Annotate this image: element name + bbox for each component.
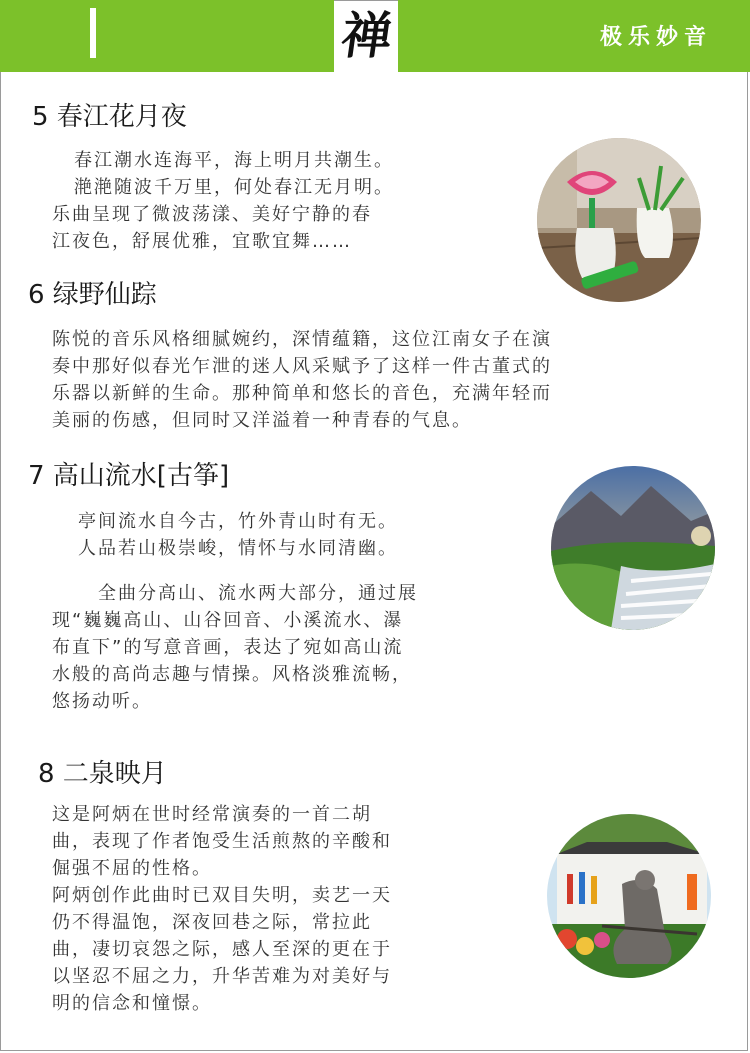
text-line: 奏中那好似春光乍泄的迷人风采赋予了这样一件古董式的 <box>52 356 552 377</box>
text-line: 以坚忍不屈之力，升华苦难为对美好与 <box>52 966 392 987</box>
zen-logo: 禅 <box>337 6 397 65</box>
text-line: 曲，凄切哀怨之际，感人至深的更在于 <box>52 939 392 960</box>
section-5-heading: 5 春江花月夜 <box>32 102 187 132</box>
text-line: 曲，表现了作者饱受生活煎熬的辛酸和 <box>52 831 392 852</box>
header-title: 极乐妙音 <box>599 24 712 50</box>
waterfall-photo <box>551 466 715 630</box>
text-line: 乐器以新鲜的生命。那种简单和悠长的音色，充满年轻而 <box>52 383 552 404</box>
text-line: 明的信念和憧憬。 <box>52 993 212 1014</box>
text-line: 仍不得温饱，深夜回巷之际，常拉此 <box>52 912 372 933</box>
section-5-text <box>52 147 492 255</box>
text-line: 这是阿炳在世时经常演奏的一首二胡 <box>52 804 372 825</box>
verse-line: 亭间流水自今古，竹外青山时有无。 <box>78 511 398 532</box>
lotus-vase-photo <box>537 138 701 302</box>
text-line: 滟滟随波千万里，何处春江无月明。 <box>74 177 394 198</box>
text-line: 春江潮水连海平，海上明月共潮生。 <box>74 150 394 171</box>
text-line: 美丽的伤感，但同时又洋溢着一种青春的气息。 <box>52 410 472 431</box>
section-8-text <box>52 801 492 1017</box>
text-line: 布直下”的写意音画，表达了宛如高山流 <box>52 637 404 658</box>
text-line: 乐曲呈现了微波荡漾、美好宁静的春 <box>52 204 372 225</box>
section-8-heading: 8 二泉映月 <box>38 759 167 789</box>
text-line: 倔强不屈的性格。 <box>52 858 212 879</box>
text-line: 江夜色，舒展优雅，宜歌宜舞…… <box>52 231 352 252</box>
text-line: 陈悦的音乐风格细腻婉约，深情蕴籍，这位江南女子在演 <box>52 329 552 350</box>
header-bar-left <box>0 0 334 72</box>
text-line: 水般的高尚志趣与情操。风格淡雅流畅， <box>52 664 412 685</box>
verse-line: 人品若山极崇峻，情怀与水同清幽。 <box>78 538 398 559</box>
erhu-statue-photo <box>547 814 711 978</box>
header-divider <box>90 8 96 58</box>
section-6-heading: 6 绿野仙踪 <box>28 280 157 310</box>
section-7-heading: 7 高山流水[古筝] <box>28 461 230 491</box>
text-line: 现“巍巍高山、山谷回音、小溪流水、瀑 <box>52 610 404 631</box>
text-line: 全曲分高山、流水两大部分，通过展 <box>98 583 418 604</box>
header-bar-right <box>398 0 750 72</box>
section-7-text <box>52 580 512 715</box>
text-line: 悠扬动听。 <box>52 691 152 712</box>
section-7-verse <box>78 508 498 562</box>
section-6-text <box>52 326 692 434</box>
text-line: 阿炳创作此曲时已双目失明，卖艺一天 <box>52 885 392 906</box>
